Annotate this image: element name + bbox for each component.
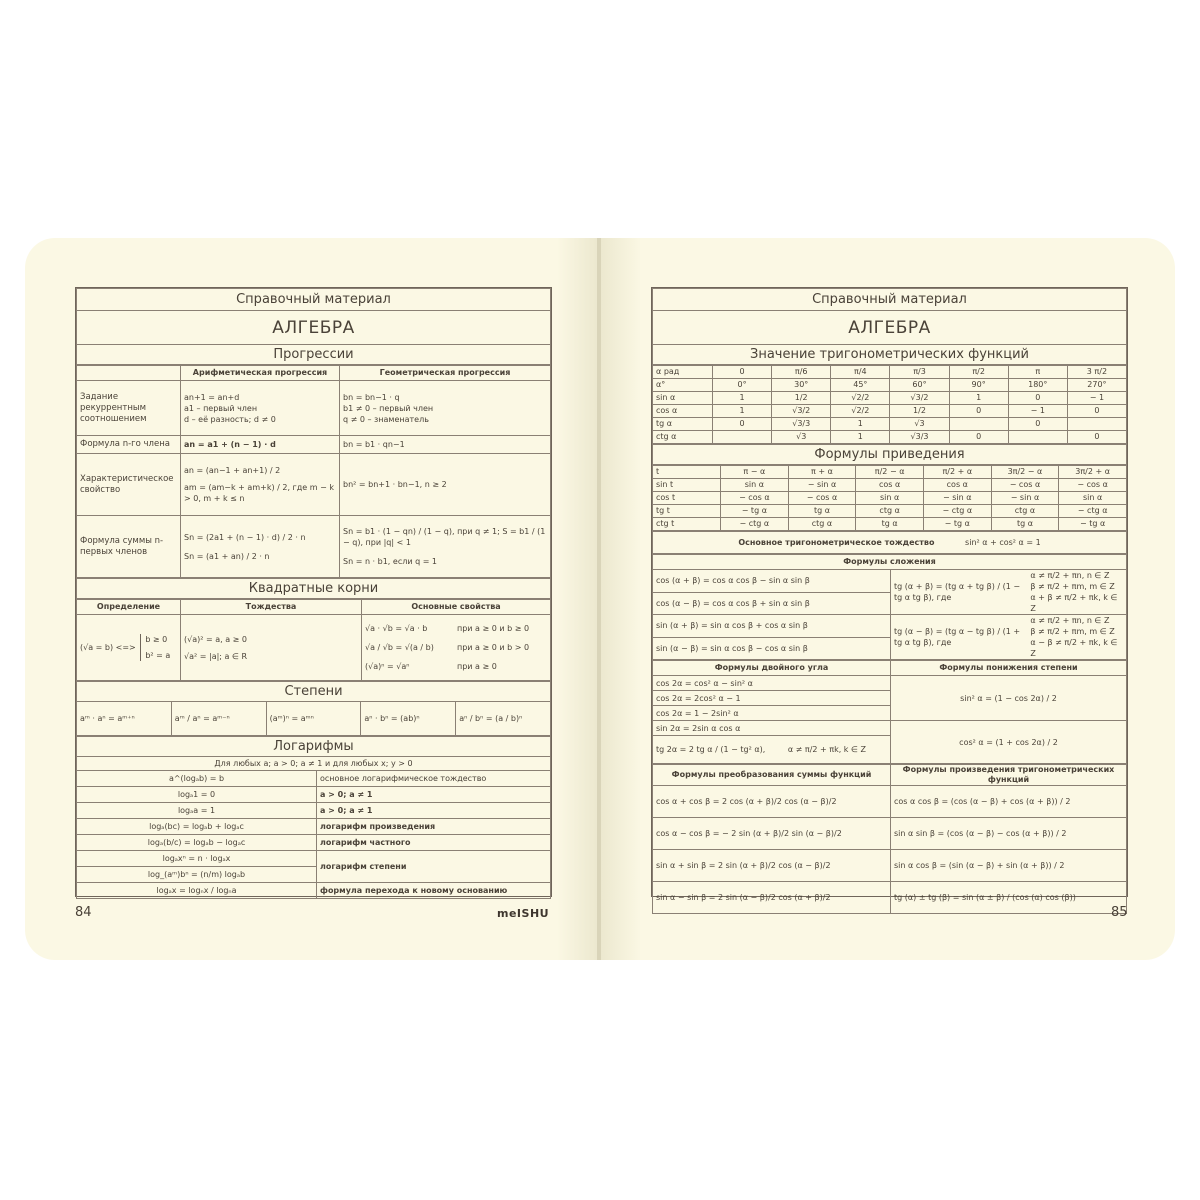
prog-corner-cell [77,366,181,381]
trig-value-cell: − 1 [1067,392,1126,405]
trig-value-row-label: cos α [653,405,713,418]
log-desc: логарифм степени [317,851,551,883]
right-reference-sheet [651,287,1128,902]
addition-title: Формулы сложения [653,555,1127,570]
right-page-number: 85 [1111,905,1128,920]
reduction-cell: − cos α [721,492,789,505]
trig-value-cell: 0 [1067,405,1126,418]
trig-value-row-label: ctg α [653,431,713,444]
log-desc: a > 0; a ≠ 1 [317,787,551,803]
power-rule: aⁿ / bⁿ = (a / b)ⁿ [456,702,551,736]
reduction-cell: tg α [856,518,924,531]
reduction-title: Формулы приведения [653,445,1127,465]
prod-to-sum-title: Формулы произведения тригонометрических функций [891,765,1127,786]
trig-value-cell: 1/2 [890,405,949,418]
power-rule: aᵐ / aⁿ = aᵐ⁻ⁿ [171,702,266,736]
trig-value-row-label: α рад [653,366,713,379]
reduction-row [653,492,1127,505]
col-props: Основные свойства [362,600,551,615]
lowering-sin: sin² α = (1 − cos 2α) / 2 [891,676,1127,721]
identity-table [652,531,1127,554]
trig-value-cell: 0 [949,405,1008,418]
left-header-table [76,288,551,365]
reduction-cell: tg α [788,505,856,518]
roots-title-table [76,578,551,599]
trig-value-cell: 45° [831,379,890,392]
trig-value-cell: 1 [713,392,772,405]
reduction-cell: − ctg α [721,518,789,531]
reduction-row [653,505,1127,518]
geom-sum: Sn = b1 · (1 − qn) / (1 − q), при q ≠ 1; S = b1 / (1 − q), при |q| < 1 Sn = n · b1, если q = 1 [340,516,551,578]
log-formula: logₐxⁿ = n · logₐx [77,851,317,867]
log-desc: основное логарифмическое тождество [317,771,551,787]
reduction-cell: sin α [856,492,924,505]
prog-row-label: Формула суммы n-первых членов [77,516,181,578]
right-header-table [652,288,1127,365]
trig-value-cell: 180° [1008,379,1067,392]
log-formula: logₐx = logₙx / logₙa [77,883,317,899]
trig-value-row [653,431,1127,444]
col-def: Определение [77,600,181,615]
double-formula: cos 2α = cos² α − sin² α [653,676,891,691]
reduction-cell: − cos α [991,479,1059,492]
progressions-title: Прогрессии [77,345,551,365]
trig-values-title: Значение тригонометрических функций [653,345,1127,365]
trig-value-cell: √3 [772,431,831,444]
identity-label: Основное тригонометрическое тождество [738,537,935,547]
addition-table [652,554,1127,660]
addition-formula: sin (α + β) = sin α cos β + cos α sin β [653,615,891,638]
trig-value-cell: 60° [890,379,949,392]
reduction-row-label: cos t [653,492,721,505]
reduction-cell: − ctg α [1059,505,1127,518]
reduction-cell: − sin α [991,492,1059,505]
prod-to-sum-formula: sin α cos β = (sin (α − β) + sin (α + β)) / 2 [891,850,1127,882]
trig-value-row-label: sin α [653,392,713,405]
trig-value-cell [713,431,772,444]
trig-value-cell: − 1 [1008,405,1067,418]
progressions-table [76,365,551,578]
trig-value-cell: 1 [831,418,890,431]
log-formula: log_(aᵐ)bⁿ = (n/m) logₐb [77,867,317,883]
reduction-cell: − cos α [788,492,856,505]
reduction-cell: π/2 − α [856,466,924,479]
reduction-cell: − cos α [1059,479,1127,492]
arith-sum: Sn = (2a1 + (n − 1) · d) / 2 · n Sn = (a1 + an) / 2 · n [181,516,340,578]
trig-value-cell: 1/2 [772,392,831,405]
trig-value-cell: 0 [713,366,772,379]
trig-value-row [653,405,1127,418]
reduction-cell: tg α [991,518,1059,531]
addition-formula: sin (α − β) = sin α cos β − cos α sin β [653,637,891,660]
trig-value-cell [1067,418,1126,431]
trig-value-cell: 30° [772,379,831,392]
arith-characteristic: an = (an−1 + an+1) / 2 am = (am−k + am+k) / 2, где m − k > 0, m + k ≤ n [181,454,340,516]
tg-plus-formula: tg (α + β) = (tg α + tg β) / (1 − tg α tg β), где α ≠ π/2 + πn, n ∈ Z β ≠ π/2 + πm, m ∈ Z α + β ≠ π/2 + πk, k ∈ Z [891,570,1127,615]
double-tg: tg 2α = 2 tg α / (1 − tg² α), α ≠ π/2 + πk, k ∈ Z [653,736,891,764]
trig-value-cell: 3 π/2 [1067,366,1126,379]
trig-value-cell: π/4 [831,366,890,379]
left-page [25,238,597,960]
double-formula: sin 2α = 2sin α cos α [653,721,891,736]
trig-value-cell: π/3 [890,366,949,379]
identity-row [653,532,1127,554]
trig-value-cell: 0 [713,418,772,431]
left-title: АЛГЕБРА [77,311,551,345]
prog-row-label: Задание рекуррентным соотношением [77,381,181,436]
log-formula: logₐ(bc) = logₐb + logₐc [77,819,317,835]
log-formula: a^(logₐb) = b [77,771,317,787]
reduction-title-table [652,444,1127,465]
double-formula: cos 2α = 2cos² α − 1 [653,691,891,706]
trig-value-cell: 1 [949,392,1008,405]
reduction-cell: − sin α [923,492,991,505]
trig-value-cell [949,418,1008,431]
log-formula: logₐ(b/c) = logₐb − logₐc [77,835,317,851]
reduction-row-label: t [653,466,721,479]
prod-to-sum-formula: tg (α) ± tg (β) = sin (α ± β) / (cos (α) cos (β)) [891,882,1127,914]
reduction-cell: π/2 + α [923,466,991,479]
power-rule: (aᵐ)ⁿ = aᵐⁿ [266,702,361,736]
root-properties: √a · √b = √a · b при a ≥ 0 и b ≥ 0 √a / √b = √(a / b) при a ≥ 0 и b > 0 (√a)ⁿ = √aⁿ при a ≥ 0 [362,615,551,681]
trig-value-cell [1008,431,1067,444]
geom-recurrence: bn = bn−1 · q b1 ≠ 0 – первый член q ≠ 0 – знаменатель [340,381,551,436]
root-identities: (√a)² = a, a ≥ 0 √a² = |a|; a ∈ R [181,615,362,681]
log-desc: формула перехода к новому основанию [317,883,551,899]
reduction-cell: cos α [923,479,991,492]
left-reference-sheet [75,287,552,897]
sum-to-prod-formula: sin α − sin β = 2 sin (α − β)/2 cos (α + β)/2 [653,882,891,914]
brand-logo: meISHU [497,907,550,920]
trig-value-row [653,418,1127,431]
reduction-row-label: sin t [653,479,721,492]
log-desc: логарифм частного [317,835,551,851]
trig-value-cell: 0 [949,431,1008,444]
log-desc: a > 0; a ≠ 1 [317,803,551,819]
reduction-cell: sin α [721,479,789,492]
log-formula: logₐ1 = 0 [77,787,317,803]
right-header: Справочный материал [653,289,1127,311]
trig-value-cell: 0 [1008,418,1067,431]
trig-value-cell: 1 [831,431,890,444]
roots-title: Квадратные корни [77,579,551,599]
geom-nth-term: bn = b1 · qn−1 [340,436,551,454]
trig-value-cell: π [1008,366,1067,379]
trig-value-row [653,379,1127,392]
sum-to-prod-title: Формулы преобразования суммы функций [653,765,891,786]
reduction-cell: − tg α [721,505,789,518]
log-desc: логарифм произведения [317,819,551,835]
power-rule: aᵐ · aⁿ = aᵐ⁺ⁿ [77,702,172,736]
trig-value-cell: 0 [1008,392,1067,405]
reduction-cell: π − α [721,466,789,479]
geom-characteristic: bn² = bn+1 · bn−1, n ≥ 2 [340,454,551,516]
col-ident: Тождества [181,600,362,615]
double-lowering-table [652,660,1127,764]
reduction-row [653,518,1127,531]
prog-row-label: Формула n-го члена [77,436,181,454]
reduction-row-label: tg t [653,505,721,518]
trig-value-cell: π/6 [772,366,831,379]
reduction-cell: sin α [1059,492,1127,505]
trig-value-cell: 90° [949,379,1008,392]
reduction-row [653,466,1127,479]
arith-nth-term: an = a1 + (n − 1) · d [181,436,340,454]
tg-minus-formula: tg (α − β) = (tg α − tg β) / (1 + tg α tg β), где α ≠ π/2 + πn, n ∈ Z β ≠ π/2 + πm, m ∈ Z α − β ≠ π/2 + πk, k ∈ Z [891,615,1127,660]
reduction-cell: ctg α [856,505,924,518]
logs-table [76,736,551,899]
trig-value-cell: π/2 [949,366,1008,379]
reduction-cell: 3π/2 + α [1059,466,1127,479]
identity-formula: sin² α + cos² α = 1 [965,537,1041,547]
reduction-cell: ctg α [991,505,1059,518]
trig-value-row [653,366,1127,379]
powers-title: Степени [77,682,551,702]
trig-value-cell: √3/3 [772,418,831,431]
col-arith: Арифметическая прогрессия [181,366,340,381]
reduction-cell: − sin α [788,479,856,492]
trig-value-cell: √2/2 [831,405,890,418]
double-title: Формулы двойного угла [653,661,891,676]
double-formula: cos 2α = 1 − 2sin² α [653,706,891,721]
reduction-table [652,465,1127,531]
reduction-row [653,479,1127,492]
trig-value-row [653,392,1127,405]
reduction-cell: ctg α [788,518,856,531]
trig-value-cell: √3/3 [890,431,949,444]
sum-prod-table [652,764,1127,914]
prod-to-sum-formula: cos α cos β = (cos (α − β) + cos (α + β)) / 2 [891,786,1127,818]
sum-to-prod-formula: sin α + sin β = 2 sin (α + β)/2 cos (α − β)/2 [653,850,891,882]
reduction-cell: − tg α [1059,518,1127,531]
trig-values-table [652,365,1127,444]
reduction-cell: − tg α [923,518,991,531]
right-title: АЛГЕБРА [653,311,1127,345]
trig-value-cell: √3/2 [890,392,949,405]
left-page-number: 84 [75,905,92,920]
open-notebook [25,238,1175,960]
arith-recurrence: an+1 = an+d a1 – первый член d – её разность; d ≠ 0 [181,381,340,436]
reduction-cell: 3π/2 − α [991,466,1059,479]
col-geom: Геометрическая прогрессия [340,366,551,381]
trig-value-cell: 0° [713,379,772,392]
trig-value-row-label: tg α [653,418,713,431]
lowering-cos: cos² α = (1 + cos 2α) / 2 [891,721,1127,764]
roots-table [76,599,551,681]
sum-to-prod-formula: cos α − cos β = − 2 sin (α + β)/2 sin (α − β)/2 [653,818,891,850]
prod-to-sum-formula: sin α sin β = (cos (α − β) − cos (α + β)) / 2 [891,818,1127,850]
logs-subtitle: Для любых a; a > 0; a ≠ 1 и для любых x; y > 0 [77,757,551,771]
addition-formula: cos (α + β) = cos α cos β − sin α sin β [653,570,891,593]
trig-value-cell: √2/2 [831,392,890,405]
power-rule: aⁿ · bⁿ = (ab)ⁿ [361,702,456,736]
sum-to-prod-formula: cos α + cos β = 2 cos (α + β)/2 cos (α − β)/2 [653,786,891,818]
lowering-title: Формулы понижения степени [891,661,1127,676]
root-definition: (√a = b) <=> b ≥ 0 b² = a [77,615,181,681]
reduction-cell: π + α [788,466,856,479]
trig-value-cell: 270° [1067,379,1126,392]
reduction-cell: − ctg α [923,505,991,518]
trig-value-cell: √3/2 [772,405,831,418]
log-formula: logₐa = 1 [77,803,317,819]
reduction-row-label: ctg t [653,518,721,531]
left-header: Справочный материал [77,289,551,311]
powers-table [76,681,551,736]
trig-value-cell: 0 [1067,431,1126,444]
logs-title: Логарифмы [77,737,551,757]
right-page [601,238,1175,960]
reduction-cell: cos α [856,479,924,492]
trig-value-cell: 1 [713,405,772,418]
trig-value-row-label: α° [653,379,713,392]
addition-formula: cos (α − β) = cos α cos β + sin α sin β [653,592,891,615]
trig-value-cell: √3 [890,418,949,431]
prog-row-label: Характеристическое свойство [77,454,181,516]
